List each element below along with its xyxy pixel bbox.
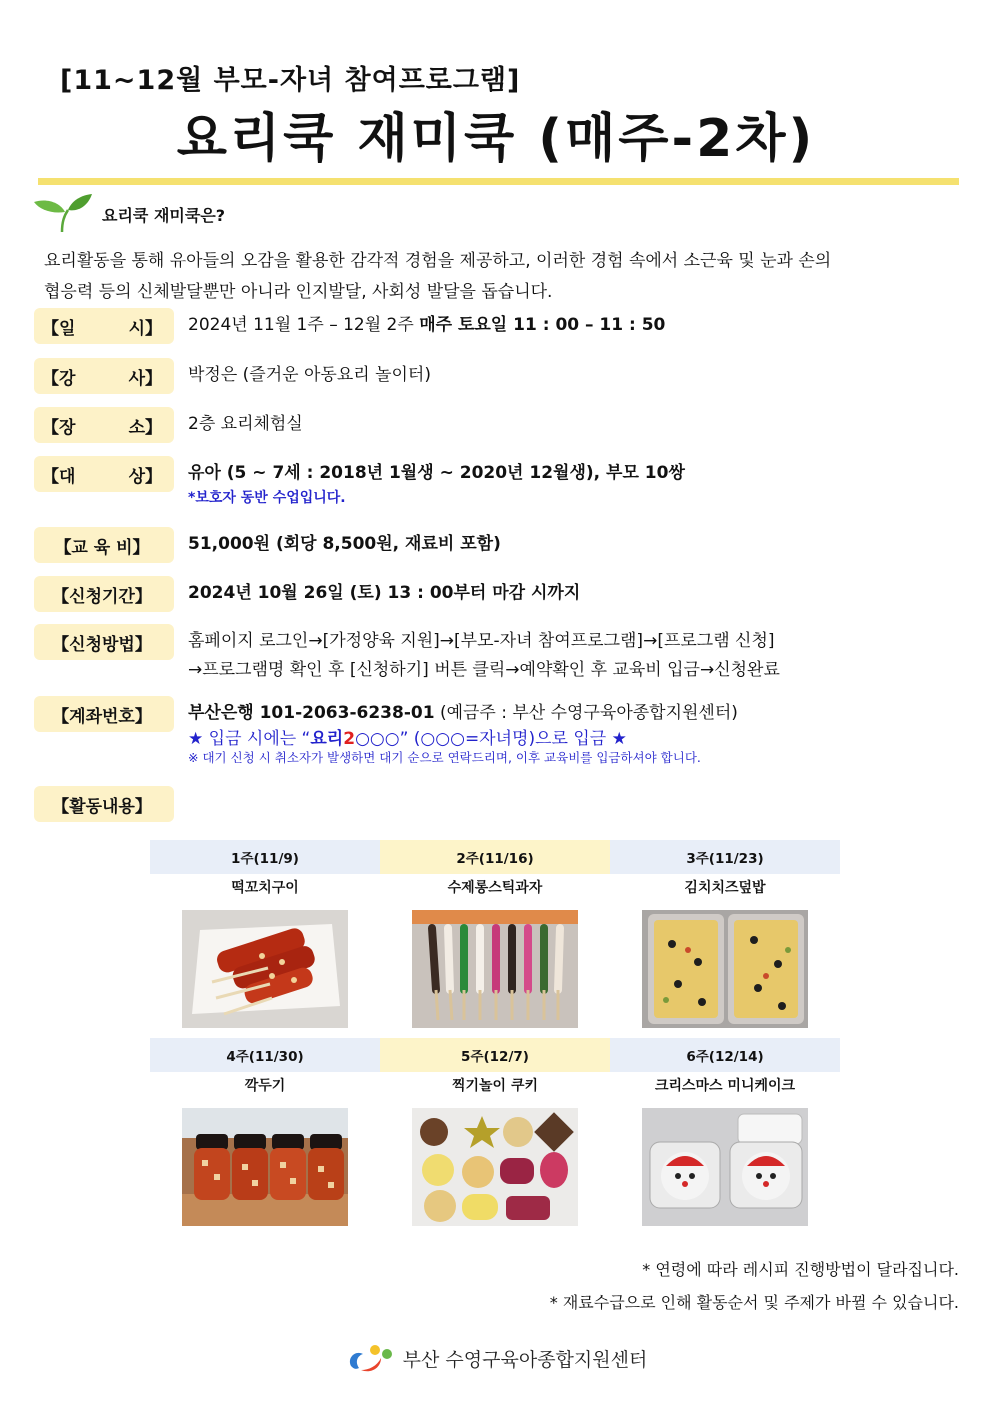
schedule-value: 2024년 11월 1주 – 12월 2주 매주 토요일 11 : 00 – 11 : 50 [188, 315, 666, 335]
week-1-menu: 떡꼬치구이 [231, 880, 299, 896]
week-6-menu: 크리스마스 미니케이크 [654, 1078, 796, 1094]
intro-heading [32, 192, 225, 236]
stamp-cookie-photo [412, 1108, 578, 1226]
activity-row [34, 786, 174, 822]
kimchi-cheese-rice-photo [642, 910, 808, 1028]
waitlist-notice: ※ 대기 신청 시 취소자가 발생하면 대기 순으로 연락드리며, 이후 교육비를 입금하셔야 합니다. [188, 750, 701, 765]
period-value: 2024년 10월 26일 (토) 13 : 00부터 마감 시까지 [188, 583, 581, 603]
program-subtitle: [11~12월 부모-자녀 참여프로그램] [60, 65, 521, 96]
period-label: 【신청기간】 [34, 576, 174, 612]
week-header-row-2 [150, 1038, 841, 1072]
fee-row [34, 527, 501, 563]
method-line-2: →프로그램명 확인 후 [신청하기] 버튼 클릭→예약확인 후 교육비 입금→신청완료 [188, 660, 780, 680]
footnote-2: * 재료수급으로 인해 활동순서 및 주제가 바뀔 수 있습니다. [549, 1293, 959, 1312]
intro-line-1: 요리활동을 통해 유아들의 오감을 활용한 감각적 경험을 제공하고, 이러한 경험 속에서 소근육 및 눈과 손의 [44, 251, 832, 271]
instructor-value: 박정은 (즐거운 아동요리 놀이터) [188, 365, 431, 385]
method-row [34, 624, 780, 685]
week-5-menu: 찍기놀이 쿠키 [451, 1078, 539, 1094]
schedule-row [34, 308, 665, 344]
instructor-label: 【강 사】 [34, 358, 174, 394]
intro-heading-text: 요리쿡 재미쿡은? [102, 205, 226, 225]
christmas-mini-cake-photo [642, 1108, 808, 1226]
week-4-menu: 깍두기 [244, 1078, 286, 1094]
page-title: 요리쿡 재미쿡 (매주-2차) [176, 109, 816, 169]
week-6-label: 6주(12/14) [610, 1038, 840, 1072]
footnotes [550, 1253, 959, 1319]
target-row [34, 456, 685, 508]
place-value: 2층 요리체험실 [188, 414, 303, 434]
photo-row-1 [150, 902, 841, 1038]
place-label: 【장 소】 [34, 407, 174, 443]
long-stick-cookie-photo [412, 910, 578, 1028]
week-2-label: 2주(11/16) [380, 840, 610, 874]
activity-grid [150, 840, 841, 1236]
center-logo-icon [345, 1340, 397, 1376]
week-5-label: 5주(12/7) [380, 1038, 610, 1072]
deposit-instruction: ★ 입금 시에는 “요리2○○○” (○○○=자녀명)으로 입금 ★ [188, 729, 627, 749]
account-row [34, 696, 738, 766]
kkakdugi-jars-photo [182, 1108, 348, 1226]
menu-name-row-1 [150, 874, 841, 902]
account-label: 【계좌번호】 [34, 696, 174, 732]
target-note: *보호자 동반 수업입니다. [188, 490, 346, 506]
target-label: 【대 상】 [34, 456, 174, 492]
sprout-leaf-icon [32, 192, 94, 236]
fee-value: 51,000원 (회당 8,500원, 재료비 포함) [188, 534, 501, 554]
target-value: 유아 (5 ~ 7세 : 2018년 1월생 ~ 2020년 12월생), 부모 10쌍 [188, 463, 685, 483]
menu-name-row-2 [150, 1072, 841, 1100]
account-value: 부산은행 101-2063-6238-01 (예금주 : 부산 수영구육아종합지원센터) [188, 703, 738, 723]
period-row [34, 576, 580, 612]
week-header-row-1 [150, 840, 841, 874]
title-divider [38, 178, 959, 185]
week-2-menu: 수제롱스틱과자 [447, 880, 543, 896]
week-3-label: 3주(11/23) [610, 840, 840, 874]
footer [0, 1340, 992, 1376]
fee-label: 【교 육 비】 [34, 527, 174, 563]
week-4-label: 4주(11/30) [150, 1038, 380, 1072]
week-3-menu: 김치치즈덮밥 [684, 880, 766, 896]
method-line-1: 홈페이지 로그인→[가정양육 지원]→[부모-자녀 참여프로그램]→[프로그램 신청] [188, 631, 775, 651]
center-name: 부산 수영구육아종합지원센터 [402, 1348, 648, 1371]
schedule-label: 【일 시】 [34, 308, 174, 344]
intro-line-2: 협응력 등의 신체발달뿐만 아니라 인지발달, 사회성 발달을 돕습니다. [44, 282, 553, 302]
photo-row-2 [150, 1100, 841, 1236]
week-1-label: 1주(11/9) [150, 840, 380, 874]
activity-label: 【활동내용】 [34, 786, 174, 822]
tteok-skewer-photo [182, 910, 348, 1028]
method-label: 【신청방법】 [34, 624, 174, 660]
footnote-1: * 연령에 따라 레시피 진행방법이 달라집니다. [642, 1260, 959, 1279]
place-row [34, 407, 303, 443]
intro-text [44, 246, 944, 308]
instructor-row [34, 358, 431, 394]
